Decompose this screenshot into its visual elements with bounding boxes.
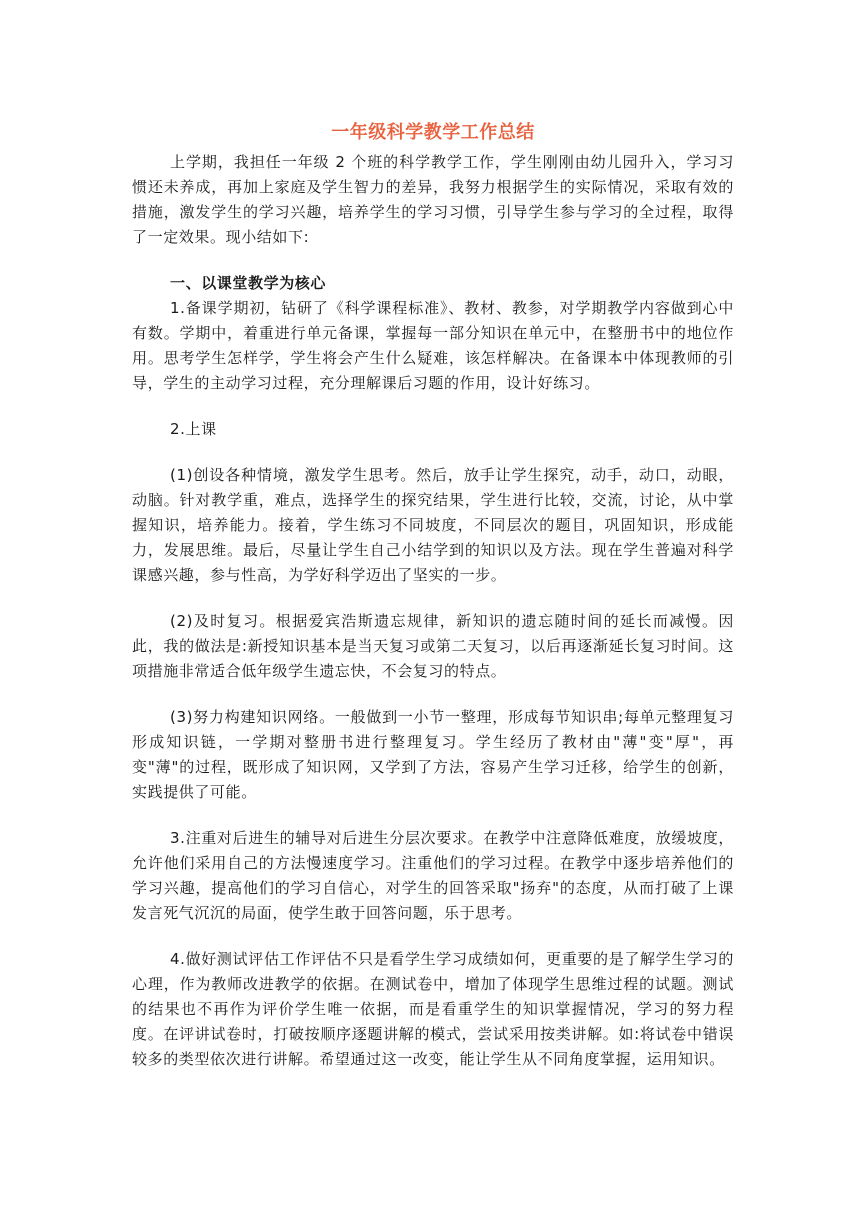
tutoring-paragraph: 3.注重对后进生的辅导对后进生分层次要求。在教学中注意降低难度，放缓坡度，允许他们采用自己的方法慢速度学习。注重他们的学习过程。在教学中逐步培养他们的学习兴趣，提高他们的学习自信心，对学生的回答采取"扬弃"的态度，从而打破了上课发言死气沉沉的局面，使学生敢于回答问题，乐于思考。 [132, 829, 734, 922]
document-title: 一年级科学教学工作总结 [331, 122, 535, 143]
paragraph-gap [132, 588, 734, 609]
paragraph-gap [132, 442, 734, 463]
situations-paragraph: (1)创设各种情境，激发学生思考。然后，放手让学生探究，动手，动口，动眼，动脑。针对教学重，难点，选择学生的探究结果，学生进行比较，交流，讨论，从中掌握知识，培养能力。接着，学生练习不同坡度，不同层次的题目，巩固知识，形成能力，发展思维。最后，尽量让学生自己小结学到的知识以及方法。现在学生普遍对科学课感兴趣，参与性高，为学好科学迈出了坚实的一步。 [132, 466, 734, 584]
lesson-prep-paragraph: 1.备课学期初，钻研了《科学课程标准》、教材、教参，对学期教学内容做到心中有数。学期中，着重进行单元备课，掌握每一部分知识在单元中，在整册书中的地位作用。思考学生怎样学，学生将会产生什么疑难，该怎样解决。在备课本中体现教师的引导，学生的主动学习过程，充分理解课后习题的作用，设计好练习。 [132, 299, 734, 392]
document-page [132, 120, 734, 1072]
section-heading: 一、以课堂教学为核心 [170, 274, 327, 292]
paragraph-gap [132, 250, 734, 271]
paragraph-gap [132, 396, 734, 417]
paragraph-gap [132, 805, 734, 826]
assessment-paragraph: 4.做好测试评估工作评估不只是看学生学习成绩如何，更重要的是了解学生学习的心理，作为教师改进教学的依据。在测试卷中，增加了体现学生思维过程的试题。测试的结果也不再作为评价学生唯一依据，而是看重学生的知识掌握情况，学习的努力程度。在评讲试卷时，打破按顺序逐题讲解的模式，尝试采用按类讲解。如:将试卷中错误较多的类型依次进行讲解。希望通过这一改变，能让学生从不同角度掌握，运用知识。 [132, 950, 734, 1068]
class-subheading: 2.上课 [170, 420, 217, 438]
knowledge-network-paragraph: (3)努力构建知识网络。一般做到一小节一整理，形成每节知识串;每单元整理复习形成知识链，一学期对整册书进行整理复习。学生经历了教材由"薄"变"厚"，再变"薄"的过程，既形成了知识网，又学到了方法，容易产生学习迁移，给学生的创新，实践提供了可能。 [132, 708, 734, 801]
review-paragraph: (2)及时复习。根据爱宾浩斯遗忘规律，新知识的遗忘随时间的延长而减慢。因此，我的做法是:新授知识基本是当天复习或第二天复习，以后再逐渐延长复习时间。这项措施非常适合低年级学生遗忘快，不会复习的特点。 [132, 612, 734, 680]
paragraph-gap [132, 684, 734, 705]
intro-paragraph: 上学期，我担任一年级 2 个班的科学教学工作，学生刚刚由幼儿园升入，学习习惯还未养成，再加上家庭及学生智力的差异，我努力根据学生的实际情况，采取有效的措施，激发学生的学习兴趣，培养学生的学习习惯，引导学生参与学习的全过程，取得了一定效果。现小结如下: [132, 153, 734, 246]
paragraph-gap [132, 926, 734, 947]
